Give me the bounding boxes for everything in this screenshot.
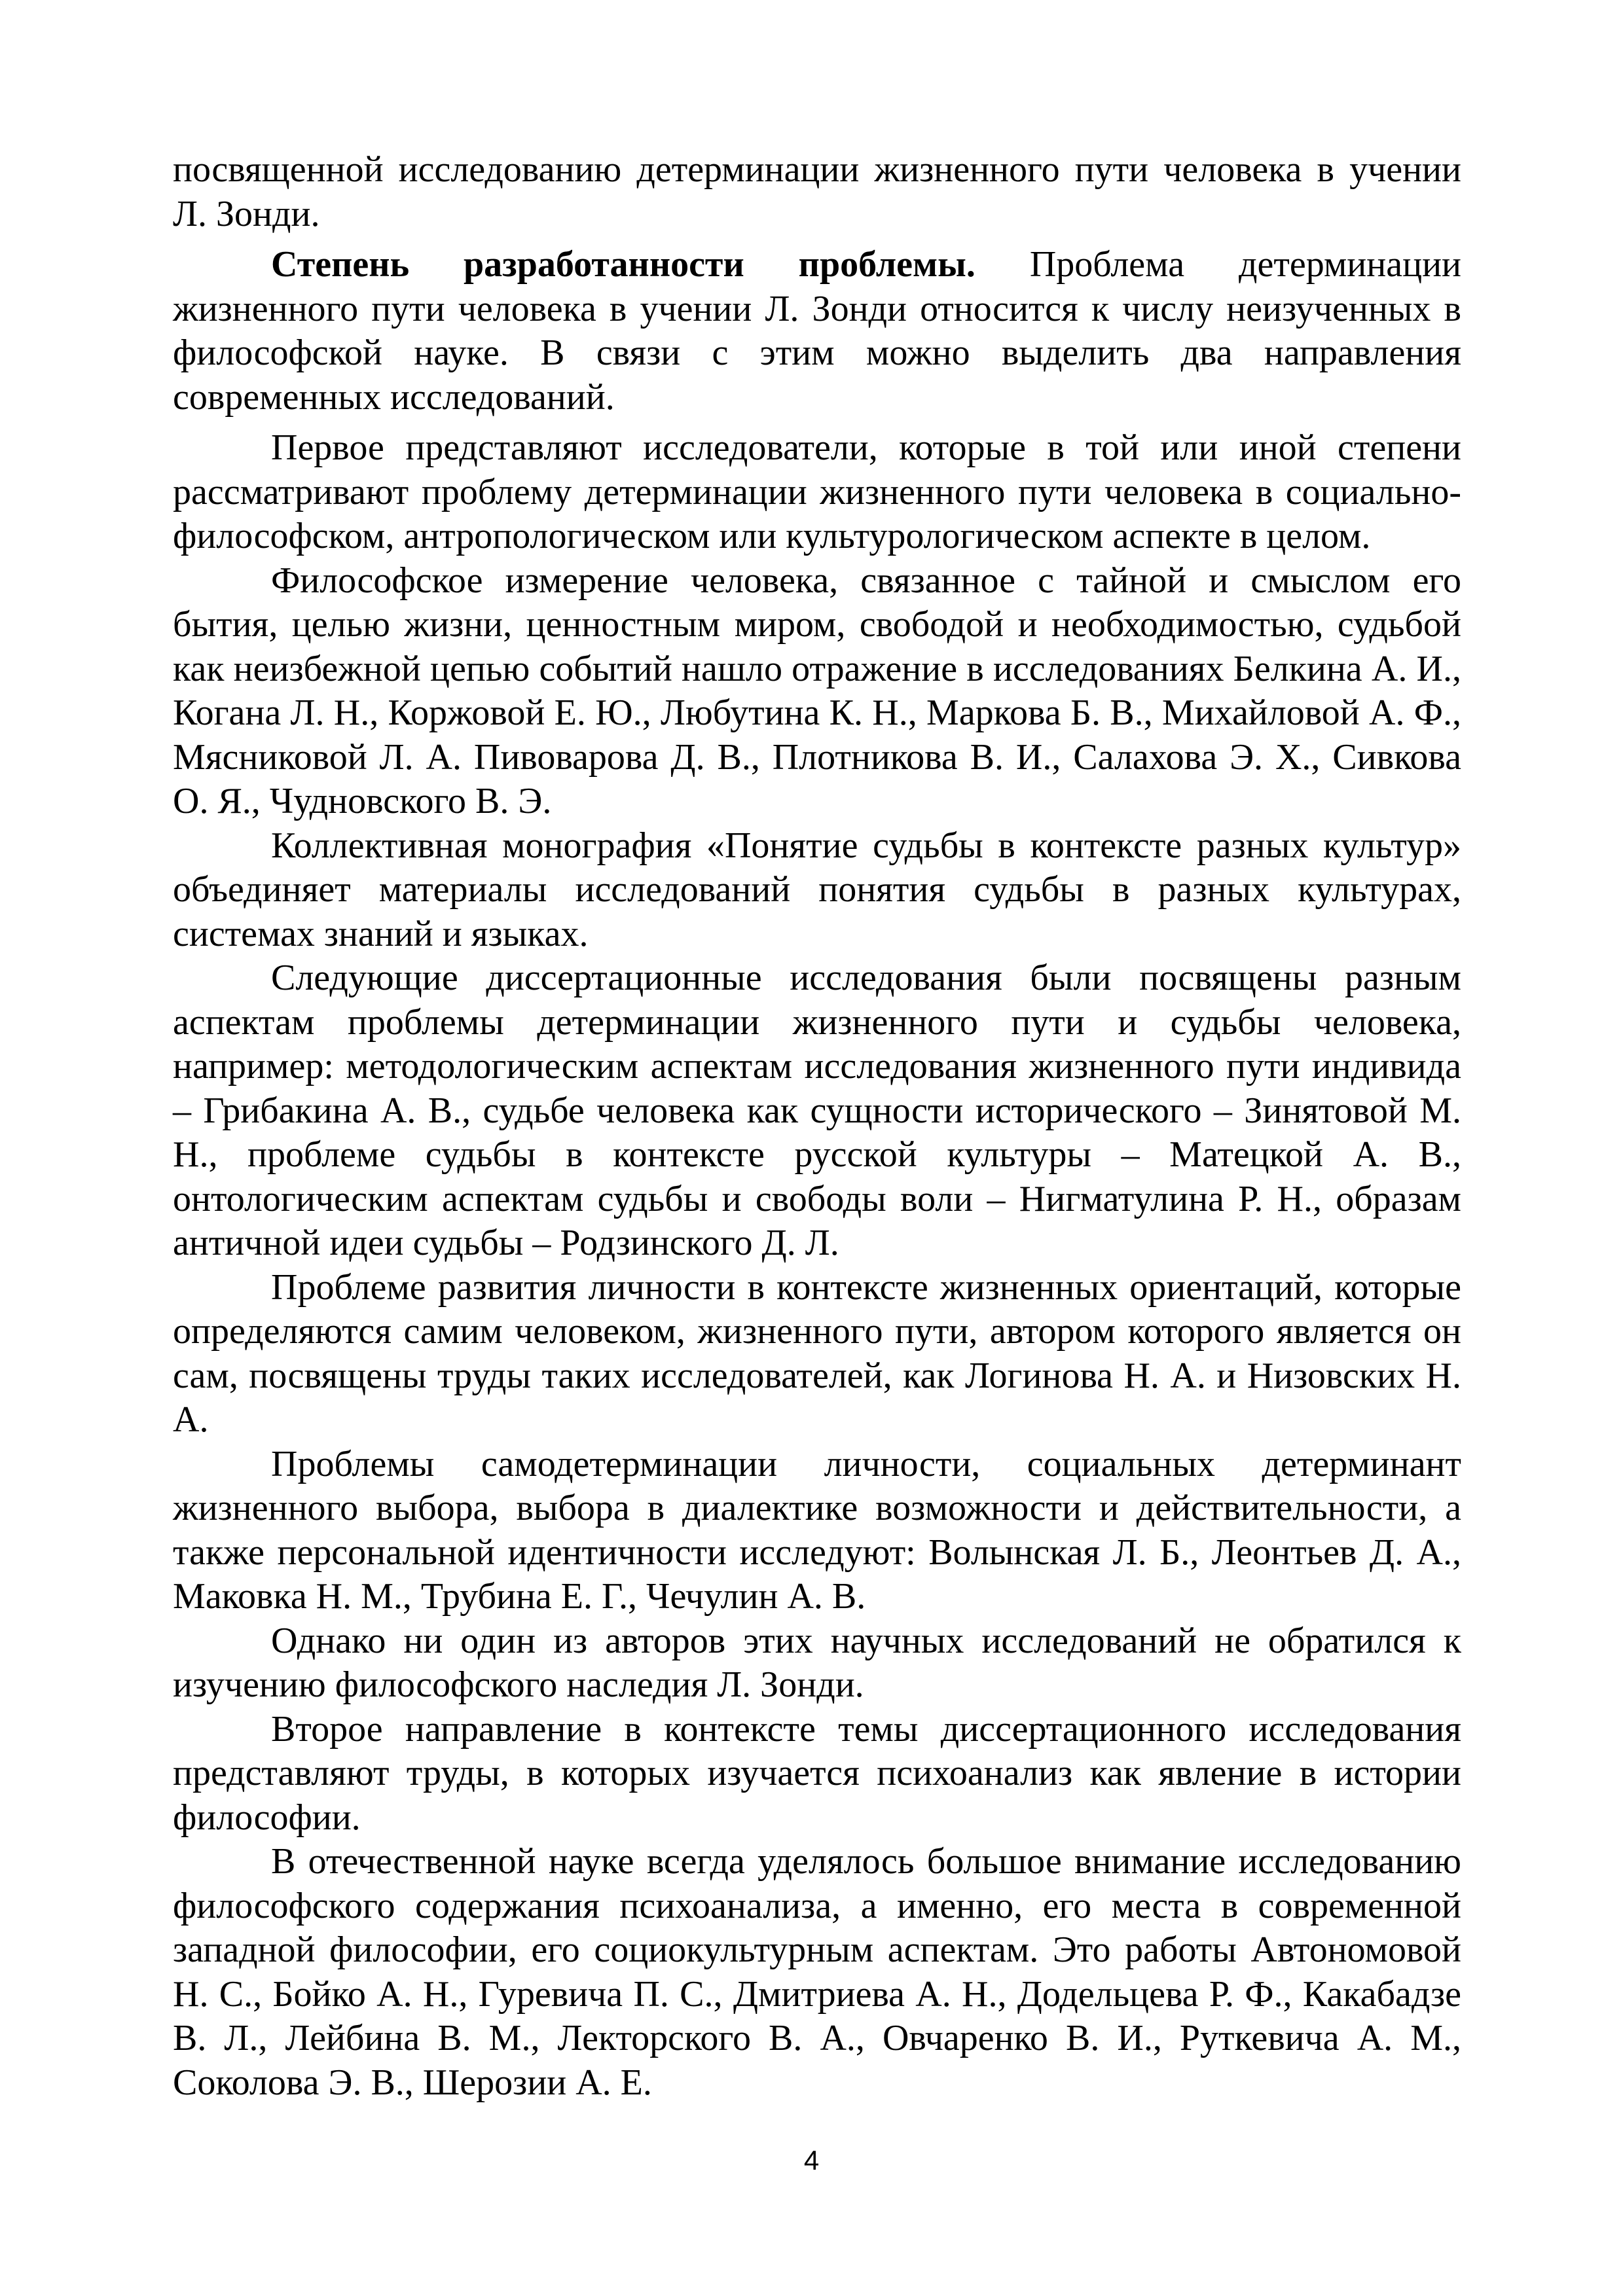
paragraph-text: Проблема детерминации жизненного пути человека в учении Л. Зонди относится к числу неизученных в философской науке. В связи с этим можно выделить два направления современных исследований.: [173, 244, 1462, 418]
paragraph-text: Коллективная монография «Понятие судьбы в контексте разных культур» объединяет материалы исследований понятия судьбы в разных культурах, системах знаний и языках.: [173, 825, 1461, 954]
paragraph-monograph: [173, 824, 1461, 957]
paragraph-domestic-science: [173, 1840, 1461, 2105]
paragraph-text: Однако ни один из авторов этих научных исследований не обратился к изучению философского наследия Л. Зонди.: [173, 1620, 1461, 1705]
paragraph-text: В отечественной науке всегда уделялось большое внимание исследованию философского содержания психоанализа, а именно, его места в современной западной философии, его социокультурным аспектам. Это работы Автономовой Н. С., Бойко А. Н., Гуревича П. С., Дмитриева А. Н., Додельцева Р. Ф., Какабадзе В. Л., Лейбина В. М., Лекторского В. А., Овчаренко В. И., Руткевича А. М., Соколова Э. В., Шерозии А. Е.: [173, 1841, 1461, 2103]
paragraph-text: Следующие диссертационные исследования были посвящены разным аспектам проблемы детерминации жизненного пути и судьбы человека, например: методологическим аспектам исследования жизненного пути индивида – Грибакина А. В., судьбе человека как сущности исторического – Зинятовой М. Н., проблеме судьбы в контексте русской культуры – Матецкой А. В., онтологическим аспектам судьбы и свободы воли – Нигматулина Р. Н., образам античной идеи судьбы – Родзинского Д. Л.: [173, 958, 1461, 1263]
paragraph-text: Первое представляют исследователи, которые в той или иной степени рассматривают проблему детерминации жизненного пути человека в социально-философском, антропологическом или культурологическом аспекте в целом.: [173, 427, 1461, 556]
paragraph-text: посвященной исследованию детерминации жизненного пути человека в учении Л. Зонди.: [173, 149, 1461, 234]
paragraph-self-determination: [173, 1443, 1461, 1619]
paragraph-text: Проблемы самодетерминации личности, социальных детерминант жизненного выбора, выбора в диалектике возможности и действительности, а также персональной идентичности исследуют: Волынская Л. Б., Леонтьев Д. А., Маковка Н. М., Трубина Е. Г., Чечулин А. В.: [173, 1443, 1461, 1617]
paragraph-however: [173, 1619, 1461, 1708]
page-number: 4: [803, 2145, 820, 2176]
paragraph-heading: Степень разработанности проблемы.: [271, 244, 976, 285]
paragraph-degree-of-study: [173, 243, 1461, 420]
paragraph-text: Философское измерение человека, связанное с тайной и смыслом его бытия, целью жизни, ценностным миром, свободой и необходимостью, судьбой как неизбежной цепью событий нашло отражение в исследованиях Белкина А. И., Когана Л. Н., Коржовой Е. Ю., Любутина К. Н., Маркова Б. В., Михайловой А. Ф., Мясниковой Л. А. Пивоварова Д. В., Плотникова В. И., Салахова Э. Х., Сивкова О. Я., Чудновского В. Э.: [173, 560, 1461, 821]
page-body: [173, 148, 1461, 2105]
paragraph-philosophical-dimension: [173, 559, 1461, 824]
paragraph-text: Второе направление в контексте темы диссертационного исследования представляют труды, в которых изучается психоанализ как явление в истории философии.: [173, 1708, 1461, 1838]
paragraph-text: Проблеме развития личности в контексте жизненных ориентаций, которые определяются самим человеком, жизненного пути, автором которого является он сам, посвящены труды таких исследователей, как Логинова Н. А. и Низовских Н. А.: [173, 1266, 1461, 1440]
paragraph-continuation: [173, 148, 1461, 236]
paragraph-personality-development: [173, 1266, 1461, 1443]
paragraph-dissertations: [173, 956, 1461, 1266]
paragraph-first-direction: [173, 426, 1461, 559]
paragraph-second-direction: [173, 1708, 1461, 1840]
